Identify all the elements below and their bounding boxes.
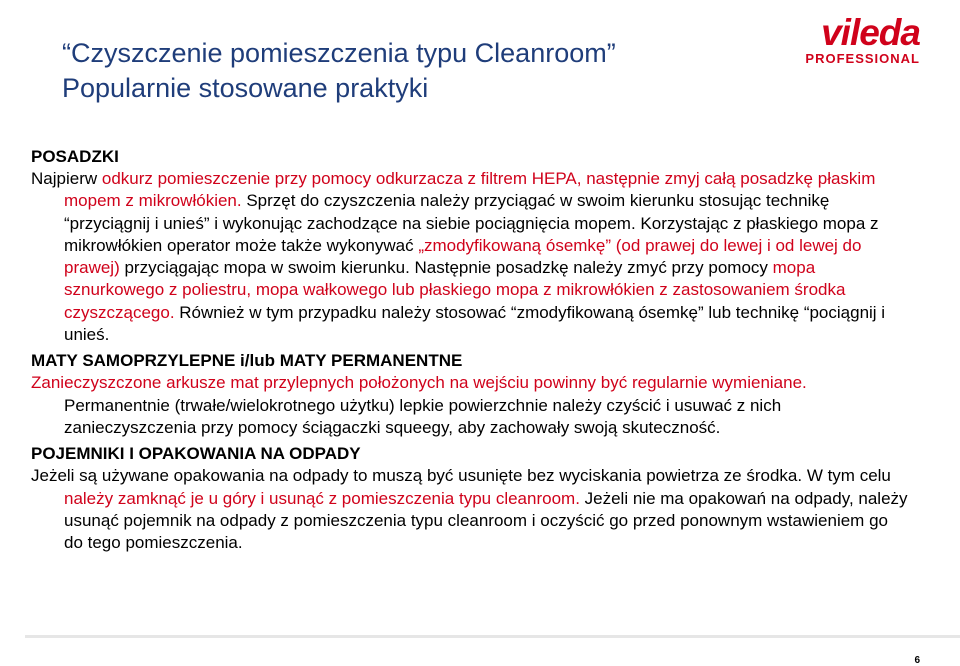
section-heading-mats: MATY SAMOPRZYLEPNE i/lub MATY PERMANENTNE — [31, 351, 463, 371]
text-run: Jeżeli nie ma opakowań na odpady, należy usunąć pojemnik na odpady z pomieszczenia typu cleanroom i oczyścić go przed ponownym wstawieniem go do tego pomieszczenia. — [64, 488, 908, 553]
paragraph-containers — [31, 465, 911, 554]
section-heading-floors: POSADZKI — [31, 147, 119, 166]
title-block — [62, 36, 616, 106]
logo-subtitle: PROFESSIONAL — [805, 51, 920, 66]
vileda-logo — [805, 14, 920, 66]
text-run: Sprzęt do czyszczenia należy przyciągać w swoim kierunku stosując technikę “przyciągnij i unieś” i wykonując zachodzące na siebie pociągnięcia mopem. Korzystając z płaskiego mopa z mikrowłókien operator może także wykonywać — [64, 191, 879, 255]
page-title: “Czyszczenie pomieszczenia typu Cleanroom” — [62, 38, 616, 68]
header — [25, 0, 960, 133]
highlight-run: mopa sznurkowego z poliestru, mopa wałkowego lub płaskiego mopa z mikrowłókien z zastosowaniem środka czyszczącego. — [64, 258, 846, 322]
highlight-run: należy zamknąć je u góry i usunąć z pomieszczenia typu cleanroom. — [64, 488, 580, 508]
paragraph-mats — [31, 372, 911, 439]
text-run: Najpierw — [31, 169, 102, 188]
highlight-run: „zmodyfikowaną ósemkę” (od prawej do lewej i od lewej do prawej) — [64, 235, 862, 278]
text-run: przyciągając mopa w swoim kierunku. Następnie posadzkę należy zmyć przy pomocy — [119, 258, 773, 278]
slide-content — [31, 142, 911, 554]
logo-wordmark: vileda — [821, 12, 920, 53]
page-number: 6 — [914, 655, 920, 666]
text-run: Również w tym przypadku należy stosować “zmodyfikowaną ósemkę” lub technikę “pociągnij i unieś. — [64, 302, 886, 345]
text-run: Permanentnie (trwałe/wielokrotnego użytku) lepkie powierzchnie należy czyścić i usuwać z nich zanieczyszczenia przy pomocy ściągaczki squeegy, aby zachowały swoją skuteczność. — [64, 395, 782, 437]
footer-divider — [25, 635, 960, 638]
highlight-run: odkurz pomieszczenie przy pomocy odkurzacza z filtrem HEPA, następnie zmyj całą posadzkę płaskim mopem z mikrowłókien. — [64, 169, 876, 211]
paragraph-floors — [31, 168, 911, 346]
highlight-run: Zanieczyszczone arkusze mat przylepnych położonych na wejściu powinny być regularnie wymieniane. — [31, 373, 807, 393]
section-heading-containers: POJEMNIKI I OPAKOWANIA NA ODPADY — [31, 444, 361, 464]
text-run: Jeżeli są używane opakowania na odpady to muszą być usunięte bez wyciskania powietrza ze środka. W tym celu — [31, 466, 891, 486]
page-subtitle: Popularnie stosowane praktyki — [62, 73, 429, 103]
